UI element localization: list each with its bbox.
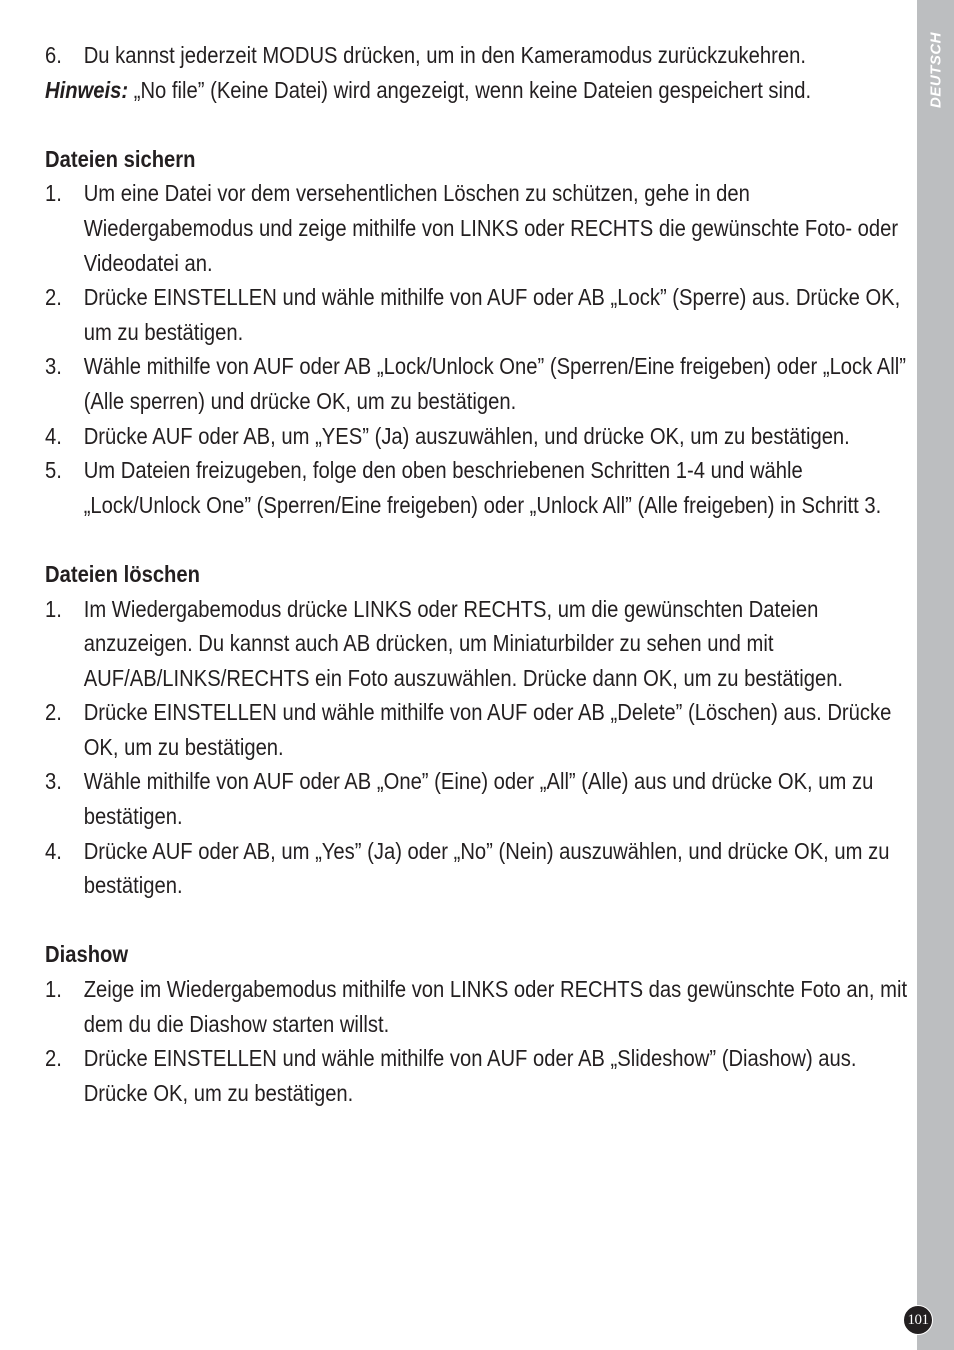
- item-number: 4.: [45, 422, 62, 449]
- item-text: Drücke AUF oder AB, um „YES” (Ja) auszuwählen, und drücke OK, um zu bestätigen.: [83, 422, 850, 449]
- list-item: [45, 834, 914, 903]
- item-number: 2.: [45, 699, 62, 726]
- list-item: [45, 695, 914, 764]
- item-text: Wähle mithilfe von AUF oder AB „One” (Eine) oder „All” (Alle) aus und drücke OK, um zu bestätigen.: [83, 768, 874, 830]
- section-heading-dateien-loeschen: Dateien löschen: [45, 560, 201, 587]
- list-item: [45, 419, 914, 454]
- note-text: „No file” (Keine Datei) wird angezeigt, wenn keine Dateien gespeichert sind.: [128, 76, 812, 103]
- item-number: 3.: [45, 768, 62, 795]
- item-number: 6.: [45, 42, 62, 68]
- item-number: 1.: [45, 180, 62, 207]
- item-text: Zeige im Wiedergabemodus mithilfe von LINKS oder RECHTS das gewünschte Foto an, mit dem du die Diashow starten willst.: [83, 976, 908, 1037]
- item-text: Du kannst jederzeit MODUS drücken, um in den Kameramodus zurückzukehren.: [83, 42, 806, 68]
- list-item: [45, 453, 914, 522]
- section-heading-diashow: Diashow: [45, 941, 129, 968]
- item-number: 3.: [45, 353, 62, 380]
- side-language-tab: [917, 0, 954, 1350]
- item-number: 2.: [45, 284, 62, 311]
- item-text: Drücke EINSTELLEN und wähle mithilfe von AUF oder AB „Delete” (Löschen) aus. Drücke OK, um zu bestätigen.: [83, 699, 892, 760]
- side-language-label: DEUTSCH: [927, 31, 945, 109]
- page-number-badge: [903, 1305, 933, 1335]
- item-text: Drücke EINSTELLEN und wähle mithilfe von AUF oder AB „Slideshow” (Diashow) aus. Drücke OK, um zu bestätigen.: [83, 1045, 857, 1106]
- list-item: [45, 1041, 914, 1110]
- item-number: 5.: [45, 457, 62, 484]
- item-text: Drücke AUF oder AB, um „Yes” (Ja) oder „No” (Nein) auszuwählen, und drücke OK, um zu bestätigen.: [83, 837, 890, 899]
- list-item: [45, 764, 914, 833]
- page-number: 101: [907, 1311, 929, 1328]
- list-item: [45, 280, 914, 349]
- note-label: Hinweis:: [45, 76, 129, 103]
- list-item: [45, 972, 914, 1041]
- list-item: [45, 349, 914, 418]
- item-text: Im Wiedergabemodus drücke LINKS oder RECHTS, um die gewünschten Dateien anzuzeigen. Du kannst auch AB drücken, um Miniaturbilder zu sehen und mit AUF/AB/LINKS/RECHTS ein Foto auszuwählen. Drücke dann OK, um zu bestätigen.: [83, 595, 844, 691]
- item-text: Um Dateien freizugeben, folge den oben beschriebenen Schritten 1-4 und wähle „Lock/Unlock One” (Sperren/Eine freigeben) oder „Unlock All” (Alle freigeben) in Schritt 3.: [83, 457, 882, 518]
- section-heading-dateien-sichern: Dateien sichern: [45, 145, 196, 172]
- item-number: 1.: [45, 595, 62, 622]
- page-content: [45, 38, 914, 1110]
- note: [45, 73, 914, 108]
- item-text: Um eine Datei vor dem versehentlichen Löschen zu schützen, gehe in den Wiedergabemodus und zeige mithilfe von LINKS oder RECHTS die gewünschte Foto- oder Videodatei an.: [83, 180, 899, 276]
- list-item: [45, 38, 914, 73]
- item-text: Wähle mithilfe von AUF oder AB „Lock/Unlock One” (Sperren/Eine freigeben) oder „Lock All” (Alle sperren) und drücke OK, um zu bestätigen.: [83, 353, 906, 414]
- item-number: 1.: [45, 976, 62, 1003]
- list-item: [45, 176, 914, 280]
- item-number: 2.: [45, 1045, 62, 1072]
- item-text: Drücke EINSTELLEN und wähle mithilfe von AUF oder AB „Lock” (Sperre) aus. Drücke OK, um zu bestätigen.: [83, 284, 901, 345]
- list-item: [45, 592, 914, 696]
- item-number: 4.: [45, 837, 62, 864]
